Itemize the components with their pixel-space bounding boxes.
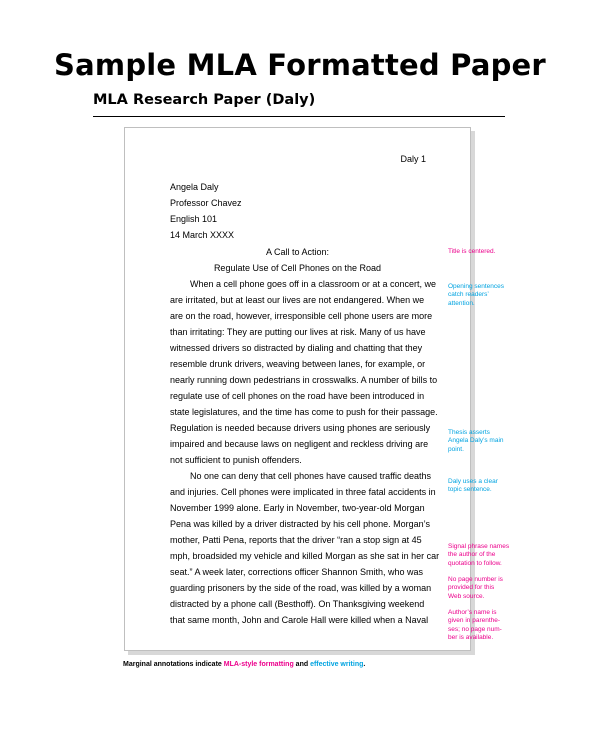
body-line: that same month, John and Carole Hall were killed when a Naval	[170, 615, 429, 625]
body-line: are irritated, but at least our lives are not endangered. When we	[170, 295, 425, 305]
body-line: are on the road, however, irresponsible cell phone users are more	[170, 311, 433, 321]
body-line: Pena was killed by a driver distracted by his cell phone. Morgan’s	[170, 519, 430, 529]
legend-suffix: .	[363, 661, 366, 668]
annotation-signal-phrase: Signal phrase names the author of the quotation to follow.	[448, 543, 510, 567]
body-line: No one can deny that cell phones have caused traffic deaths	[190, 471, 431, 481]
annotation-author-name: Author’s name is given in parenthe- ses; no page num- ber is available.	[448, 609, 502, 641]
body-line: seat.” A week later, corrections officer Shannon Smith, who was	[170, 567, 423, 577]
annotation-topic-sentence: Daly uses a clear topic sentence.	[448, 478, 498, 494]
annotation-legend	[123, 661, 365, 668]
body-line: impaired and because laws on negligent and reckless driving are	[170, 439, 429, 449]
paper-title-line: A Call to Action:	[265, 247, 330, 257]
body-line: regulate use of cell phones on the road have been introduced in	[170, 391, 425, 401]
body-line: witnessed drivers so distracted by dialing and chatting that they	[170, 343, 423, 353]
paper-page	[124, 127, 471, 651]
paper-subtitle: MLA Research Paper (Daly)	[93, 92, 316, 108]
body-line: When a cell phone goes off in a classroom or at a concert, we	[190, 279, 436, 289]
body-line: not sufficient to punish offenders.	[170, 455, 302, 465]
legend-middle: and	[293, 661, 311, 668]
body-line: nearly running down pedestrians in crosswalks. A number of bills to	[170, 375, 438, 385]
annotation-opening-sentences: Opening sentences catch readers’ attention.	[448, 283, 505, 307]
heading-line: English 101	[170, 214, 218, 224]
body-line: guarding prisoners by the side of the road, was killed by a woman	[170, 583, 432, 593]
body-line: Regulation is needed because drivers using phones are seriously	[170, 423, 431, 433]
body-line: mother, Patti Pena, reports that the driver “ran a stop sign at 45	[170, 535, 422, 545]
legend-mla-label: MLA-style formatting	[223, 661, 294, 668]
body-line: mph, broadsided my vehicle and killed Morgan as she sat in her car	[170, 551, 440, 561]
heading-line: 14 March XXXX	[170, 230, 235, 240]
body-line: and injuries. Cell phones were implicated in three fatal accidents in	[170, 487, 436, 497]
page-title: Sample MLA Formatted Paper	[54, 48, 546, 82]
legend-prefix: Marginal annotations indicate	[123, 661, 224, 668]
paper-title-line: Regulate Use of Cell Phones on the Road	[213, 263, 382, 273]
body-line: resemble drunk drivers, weaving between lanes, for example, or	[170, 359, 426, 369]
annotation-thesis: Thesis asserts Angela Daly’s main point.	[448, 429, 504, 453]
divider	[93, 116, 505, 117]
heading-line: Angela Daly	[170, 182, 219, 192]
annotation-title-centered: Title is centered.	[448, 248, 496, 255]
body-line: November 1999 alone. Early in November, two-year-old Morgan	[170, 503, 425, 513]
legend-writing-label: effective writing	[310, 661, 364, 668]
body-line: state legislatures, and the time has come to push for their passage.	[170, 407, 438, 417]
annotation-no-page-number: No page number is provided for this Web source.	[448, 576, 503, 600]
heading-line: Professor Chavez	[170, 198, 242, 208]
body-line: than irritating: They are putting our lives at risk. Many of us have	[170, 327, 426, 337]
body-line: distracted by a phone call (Besthoff). On Thanksgiving weekend	[170, 599, 425, 609]
page-header: Daly 1	[400, 154, 426, 164]
